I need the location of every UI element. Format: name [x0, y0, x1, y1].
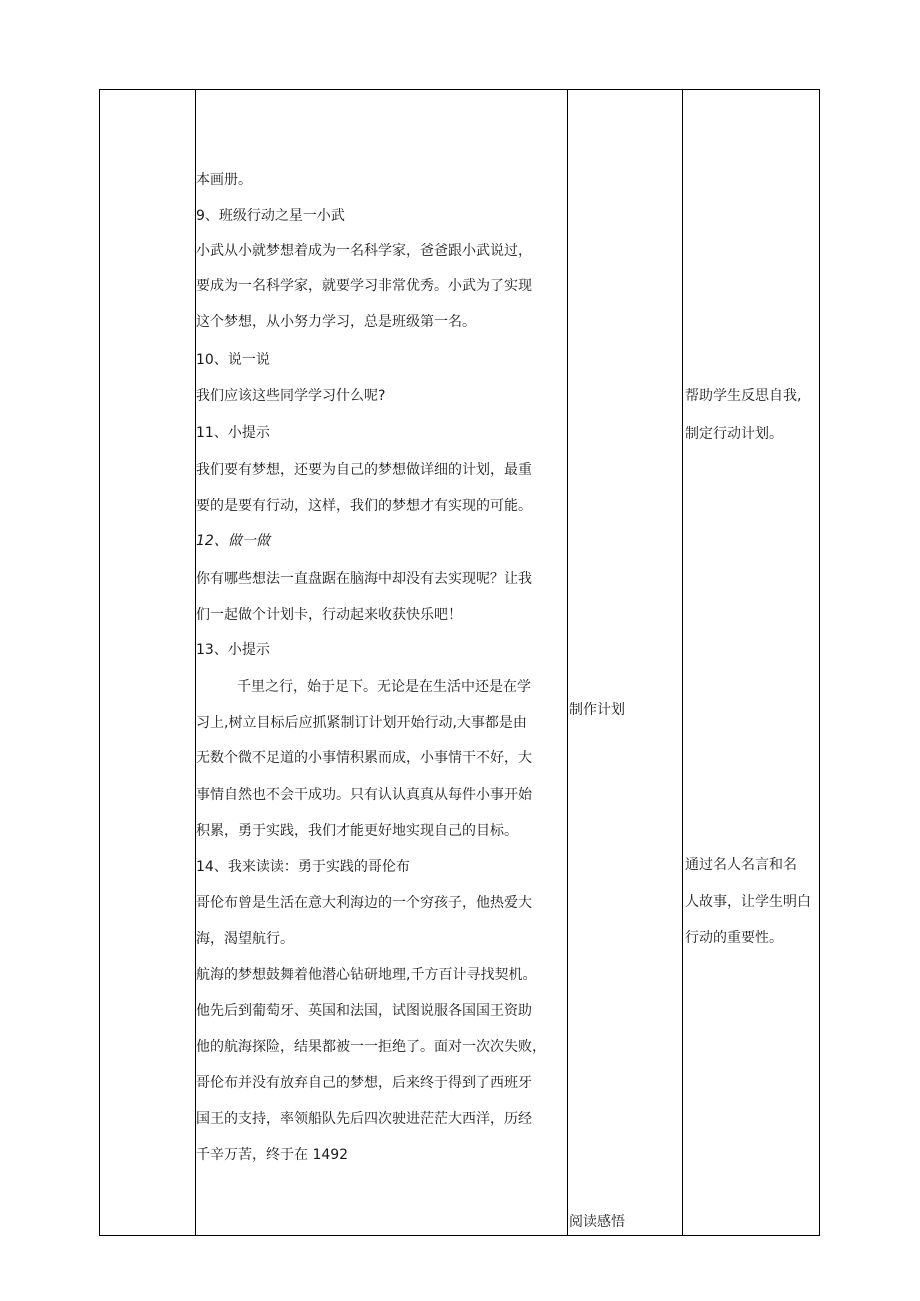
content-line: 他先后到葡萄牙、英国和法国，试图说服各国国王资助 — [196, 1003, 532, 1019]
content-line: 你有哪些想法一直盘踞在脑海中却没有去实现呢？让我 — [196, 571, 532, 587]
content-line: 千里之行，始于足下。无论是在生活中还是在学 — [237, 679, 531, 695]
section-heading: 11、小提示 — [196, 425, 270, 441]
activity-label: 制作计划 — [569, 702, 625, 718]
column-divider — [195, 90, 196, 1235]
content-line: 要成为一名科学家，就要学习非常优秀。小武为了实现 — [196, 278, 532, 294]
intent-line: 人故事，让学生明白 — [685, 894, 811, 910]
content-line: 国王的支持，率领船队先后四次驶进茫茫大西洋，历经 — [196, 1111, 532, 1127]
section-heading: 13、小提示 — [196, 642, 270, 658]
column-divider — [567, 90, 568, 1235]
activity-label: 阅读感悟 — [569, 1214, 625, 1230]
content-line: 我们要有梦想，还要为自己的梦想做详细的计划，最重 — [196, 462, 532, 478]
content-line: 要的是要有行动，这样，我们的梦想才有实现的可能。 — [196, 498, 532, 514]
content-line: 小武从小就梦想着成为一名科学家，爸爸跟小武说过， — [196, 243, 532, 259]
intent-line: 行动的重要性。 — [685, 930, 783, 946]
section-heading: 14、我来读读：勇于实践的哥伦布 — [196, 859, 410, 875]
content-line: 积累，勇于实践，我们才能更好地实现自己的目标。 — [196, 823, 518, 839]
intent-line: 帮助学生反思自我, — [685, 388, 802, 404]
content-line: 哥伦布曾是生活在意大利海边的一个穷孩子，他热爱大 — [196, 895, 532, 911]
content-line: 航海的梦想鼓舞着他潜心钻研地理,千方百计寻找契机。 — [196, 967, 537, 983]
content-line: 事情自然也不会干成功。只有认认真真从每件小事开始 — [196, 787, 532, 803]
content-line: 他的航海探险，结果都被一一拒绝了。面对一次次失败， — [196, 1039, 546, 1055]
content-line: 们一起做个计划卡，行动起来收获快乐吧！ — [196, 607, 462, 623]
content-line: 习上,树立目标后应抓紧制订计划开始行动,大事都是由 — [196, 715, 527, 731]
content-line: 哥伦布并没有放弃自己的梦想，后来终于得到了西班牙 — [196, 1075, 532, 1091]
content-line: 本画册。 — [196, 172, 252, 188]
content-line: 海，渴望航行。 — [196, 931, 294, 947]
content-line: 这个梦想，从小努力学习，总是班级第一名。 — [196, 314, 476, 330]
section-heading: 10、说一说 — [196, 352, 270, 368]
content-line: 千辛万苦，终于在 1492 — [196, 1147, 349, 1163]
section-heading: 12、做一做 — [196, 533, 270, 549]
intent-line: 制定行动计划。 — [685, 426, 783, 442]
column-divider — [682, 90, 683, 1235]
section-heading: 9、班级行动之星一小武 — [196, 208, 345, 224]
content-line: 无数个微不足道的小事情积累而成，小事情干不好，大 — [196, 750, 532, 766]
intent-line: 通过名人名言和名 — [685, 857, 797, 873]
lesson-plan-table — [99, 89, 820, 1236]
content-line: 我们应该这些同学学习什么呢? — [196, 388, 386, 404]
